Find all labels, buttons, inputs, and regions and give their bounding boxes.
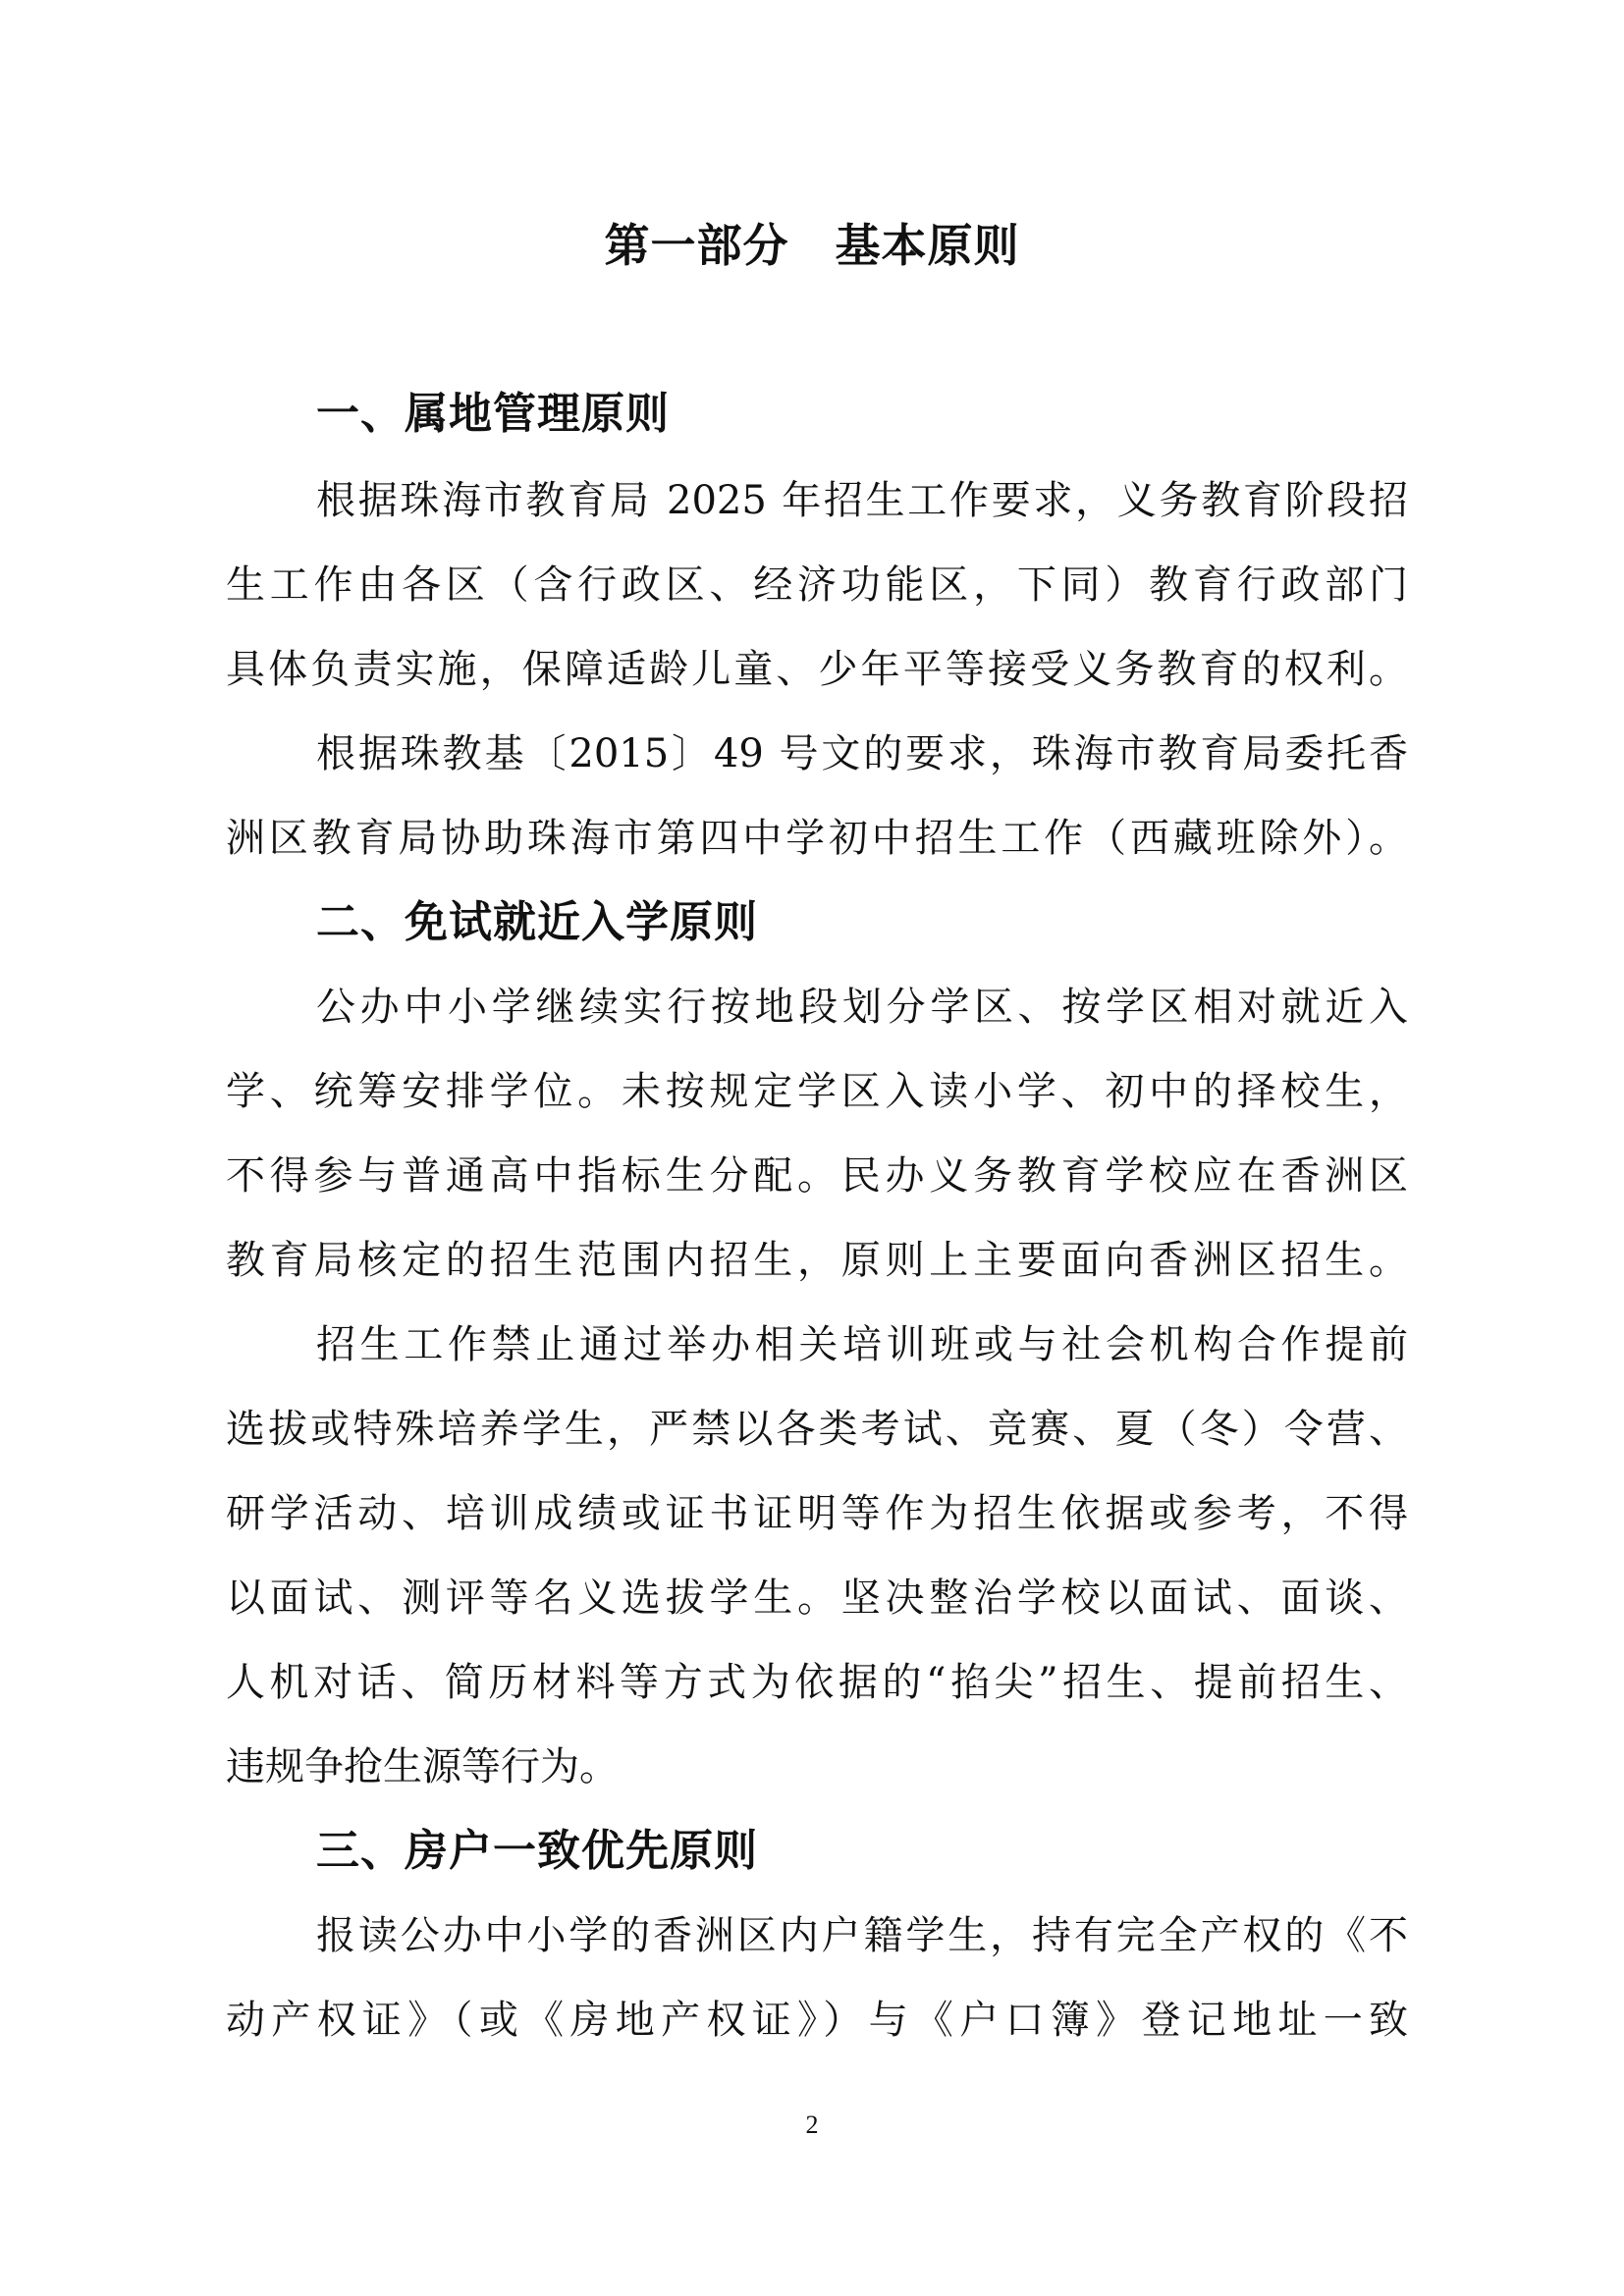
paragraph-line: 选拔或特殊培养学生，严禁以各类考试、竞赛、夏（冬）令营、 — [226, 1407, 1408, 1452]
paragraph-line: 不得参与普通高中指标生分配。民办义务教育学校应在香洲区 — [226, 1153, 1408, 1199]
paragraph-line: 教育局核定的招生范围内招生，原则上主要面向香洲区招生。 — [226, 1238, 1408, 1283]
paragraph-line: 生工作由各区（含行政区、经济功能区，下同）教育行政部门 — [226, 562, 1408, 608]
section-heading-3: 三、房户一致优先原则 — [316, 1826, 758, 1876]
paragraph-line: 学、统筹安排学位。未按规定学区入读小学、初中的择校生， — [226, 1069, 1408, 1114]
page-number: 2 — [805, 2110, 819, 2139]
paragraph-line: 动产权证》（或《房地产权证》）与《户口簿》登记地址一致 — [226, 1998, 1408, 2043]
paragraph-line: 公办中小学继续实行按地段划分学区、按学区相对就近入 — [316, 985, 1408, 1030]
section-heading-2: 二、免试就近入学原则 — [316, 897, 758, 947]
paragraph-line: 人机对话、简历材料等方式为依据的“掐尖”招生、提前招生、 — [226, 1660, 1408, 1705]
paragraph-line: 研学活动、培训成绩或证书证明等作为招生依据或参考，不得 — [226, 1491, 1408, 1536]
paragraph-line: 具体负责实施，保障适龄儿童、少年平等接受义务教育的权利。 — [226, 647, 1408, 692]
paragraph-line: 招生工作禁止通过举办相关培训班或与社会机构合作提前 — [316, 1322, 1408, 1367]
paragraph-line: 根据珠教基〔2015〕49 号文的要求，珠海市教育局委托香 — [316, 731, 1408, 776]
paragraph-line: 根据珠海市教育局 2025 年招生工作要求，义务教育阶段招 — [316, 478, 1408, 523]
paragraph-line: 违规争抢生源等行为。 — [226, 1744, 619, 1789]
section-heading-1: 一、属地管理原则 — [316, 389, 670, 439]
paragraph-line: 报读公办中小学的香洲区内户籍学生，持有完全产权的《不 — [316, 1913, 1408, 1958]
paragraph-line: 洲区教育局协助珠海市第四中学初中招生工作（西藏班除外）。 — [226, 816, 1408, 861]
paragraph-line: 以面试、测评等名义选拔学生。坚决整治学校以面试、面谈、 — [226, 1575, 1408, 1621]
part-title: 第一部分 基本原则 — [604, 219, 1020, 272]
